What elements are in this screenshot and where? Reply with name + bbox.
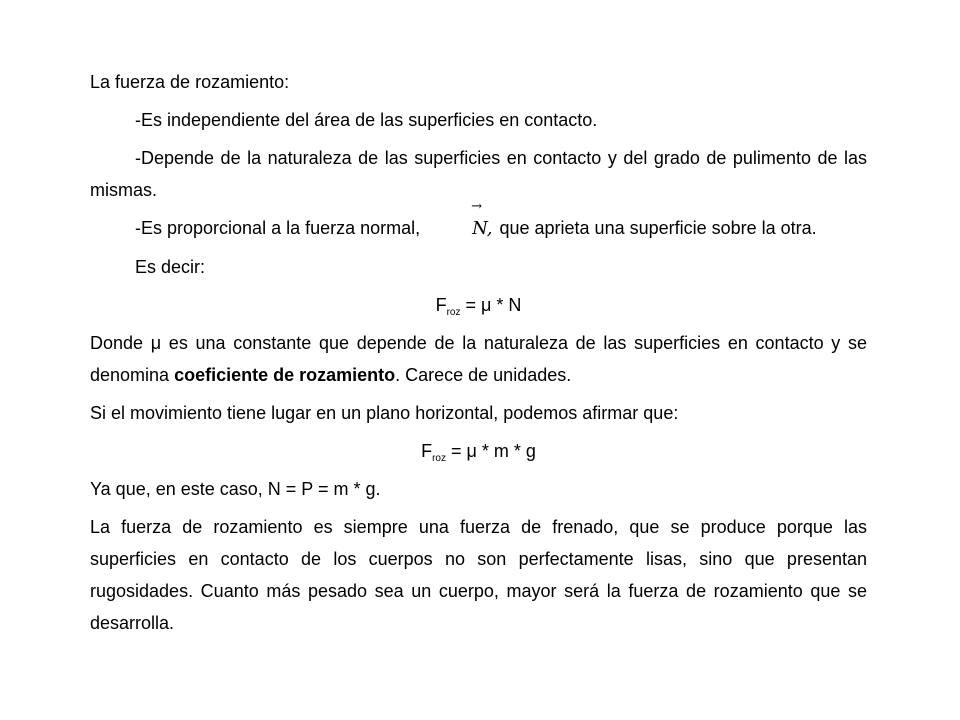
formula2-subscript: roz (432, 453, 446, 464)
coefficient-definition (90, 327, 867, 391)
formula2-rhs: = μ * m * g (446, 441, 536, 461)
property-proportional-normal (90, 199, 867, 245)
document-body (90, 66, 867, 645)
formula-friction-weight (90, 435, 867, 467)
item3-text-after: que aprieta una superficie sobre la otra. (494, 218, 817, 238)
formula-friction-normal (90, 289, 867, 321)
horizontal-plane-statement: Si el movimiento tiene lugar en un plano horizontal, podemos afirmar que: (90, 403, 679, 423)
donde-text-before: Donde μ es una constante que depende de la naturaleza de las superficies en contacto y se denomina (90, 333, 867, 385)
coefficient-term: coeficiente de rozamiento (174, 365, 396, 385)
vector-arrow-icon: → (471, 199, 483, 214)
final-paragraph: La fuerza de rozamiento es siempre una fuerza de frenado, que se produce porque las superficies en contacto de los cuerpos no son perfectamente lisas, sino que presentan rugosidades. Cuanto más pesado sea un cuerpo, mayor será la fuerza de rozamiento que se desarrolla. (90, 517, 867, 633)
property-depends-nature: -Depende de la naturaleza de las superficies en contacto y del grado de pulimento de las mismas. (90, 148, 867, 200)
heading: La fuerza de rozamiento: (90, 72, 290, 92)
donde-text-after: . Carece de unidades. (395, 365, 572, 385)
normal-vector-symbol (425, 199, 494, 245)
normal-vector-comma: , (486, 218, 493, 239)
es-decir: Es decir: (135, 257, 206, 277)
formula2-base: F (421, 441, 433, 461)
normal-vector-letter: N (472, 218, 487, 239)
item3-text-before: -Es proporcional a la fuerza normal, (135, 218, 426, 238)
formula1-base: F (435, 295, 447, 315)
property-independent-area: -Es independiente del área de las superficies en contacto. (135, 110, 598, 130)
formula1-subscript: roz (446, 307, 461, 318)
formula1-rhs: = μ * N (460, 295, 522, 315)
normal-equals-weight: Ya que, en este caso, N = P = m * g. (90, 479, 381, 499)
